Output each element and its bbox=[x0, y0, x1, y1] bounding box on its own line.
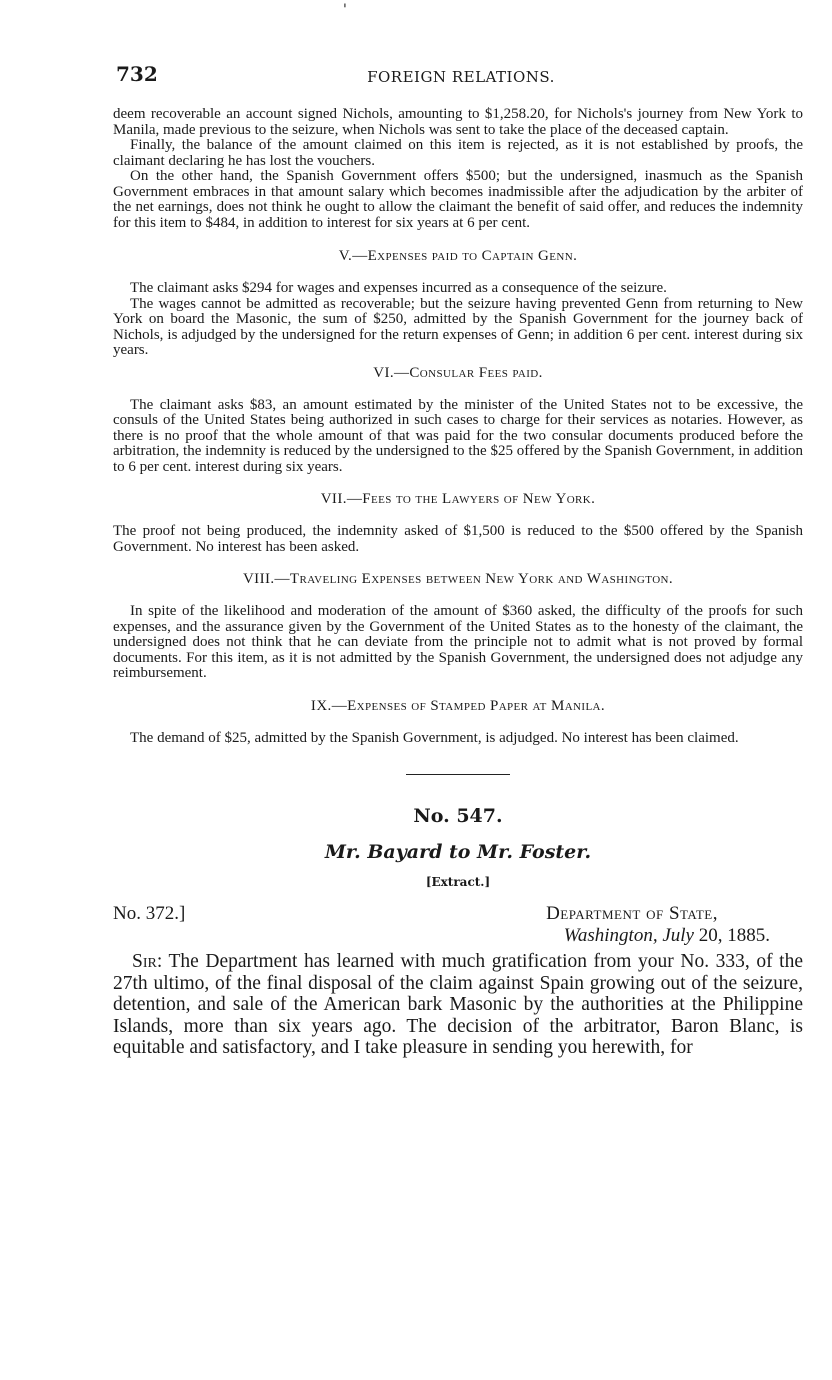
extract-note: [Extract.] bbox=[425, 875, 491, 889]
department-name: Department of State, bbox=[546, 903, 718, 924]
section-numeral: V.— bbox=[338, 248, 368, 264]
section-numeral: VI.— bbox=[373, 364, 410, 381]
section-title: Consular Fees paid. bbox=[409, 364, 543, 381]
document-title: Mr. Bayard to Mr. Foster. bbox=[324, 841, 592, 863]
place: Washington, bbox=[563, 925, 658, 946]
section-heading-viii bbox=[113, 571, 803, 588]
paragraph: In spite of the likelihood and moderation of the amount of $360 asked, the difficulty of the proofs for such expenses, and the assurance given by the Government of the United States as to the honesty of the claimant, the undersigned does not think that he can deviate from the principle not to admit what is not proved by formal documents. For this item, as it is not admitted by the Spanish Government, the undersigned does not adjudge any reimbursement. bbox=[113, 603, 803, 681]
section-heading-ix bbox=[113, 698, 803, 715]
stray-mark: ' bbox=[343, 2, 347, 18]
dispatch-reference: No. 372.] bbox=[113, 903, 186, 924]
letter-body bbox=[113, 951, 803, 1059]
section-heading-v bbox=[113, 248, 803, 265]
section-title: Expenses paid to Captain Genn. bbox=[367, 248, 578, 264]
section-numeral: VIII.— bbox=[242, 571, 290, 587]
page-header bbox=[116, 62, 806, 92]
section-heading-vii bbox=[113, 491, 803, 508]
paragraph: On the other hand, the Spanish Government offers $500; but the undersigned, inasmuch as the Spanish Government embraces in that amount salary which becomes inadmissible after the adjudication by the arbiter of the net earnings, does not think he ought to allow the claimant the benefit of said offer, and reduces the indemnity for this item to $484, in addition to interest for six years at 6 per cent. bbox=[113, 168, 803, 231]
paragraph: deem recoverable an account signed Nichols, amounting to $1,258.20, for Nichols's journey from New York to Manila, made previous to the seizure, when Nichols was sent to take the place of the deceased captain. bbox=[113, 106, 803, 138]
date-rest: 20, 1885. bbox=[698, 925, 770, 946]
salutation: Sir: bbox=[132, 951, 163, 972]
page-body bbox=[113, 107, 803, 1059]
paragraph: The proof not being produced, the indemnity asked of $1,500 is reduced to the $500 offered by the Spanish Government. No interest has been asked. bbox=[113, 523, 803, 555]
section-numeral: IX.— bbox=[310, 697, 348, 714]
date-month: July bbox=[662, 925, 694, 946]
page-number: 732 bbox=[116, 62, 158, 86]
paragraph: The claimant asks $294 for wages and expenses incurred as a consequence of the seizure. bbox=[130, 280, 667, 296]
section-numeral: VII.— bbox=[320, 491, 363, 507]
paragraph: Finally, the balance of the amount claimed on this item is rejected, as it is not established by proofs, the claimant declaring he has lost the vouchers. bbox=[113, 137, 803, 169]
place-date bbox=[564, 925, 770, 947]
paragraph: The demand of $25, admitted by the Spanish Government, is adjudged. No interest has been claimed. bbox=[130, 729, 739, 746]
running-title: FOREIGN RELATIONS. bbox=[367, 68, 555, 86]
letter-text: The Department has learned with much gratification from your No. 333, of the 27th ultimo, of the final disposal of the claim against Spain growing out of the seizure, detention, and sale of the American bark Masonic by the authorities at the Philippine Islands, more than six years ago. The decision of the arbitrator, Baron Blanc, is equitable and satisfactory, and I take pleasure in sending you herewith, for bbox=[113, 951, 803, 1058]
section-heading-vi bbox=[113, 365, 803, 382]
section-title: Expenses of Stamped Paper at Manila. bbox=[347, 697, 606, 714]
section-title: Fees to the Lawyers of New York. bbox=[362, 491, 596, 507]
section-title: Traveling Expenses between New York and Washington. bbox=[289, 571, 674, 587]
paragraph: The wages cannot be admitted as recoverable; but the seizure having prevented Genn from returning to New York on board the Masonic, the sum of $250, admitted by the Spanish Government for the journey back of Nichols, is adjudged by the undersigned for the return expenses of Genn; in addition 6 per cent. interest during six years. bbox=[113, 295, 803, 358]
dateline bbox=[113, 903, 803, 947]
document-number: No. 547. bbox=[413, 805, 503, 827]
paragraph: The claimant asks $83, an amount estimated by the minister of the United States not to be excessive, the consuls of the United States being authorized in such cases to charge for their services as notaries. However, as there is no proof that the whole amount of that was paid for the two consular documents produced before the arbitration, the indemnity is reduced by the undersigned to the $25 offered by the Spanish Government, in addition to 6 per cent. interest during six years. bbox=[113, 396, 803, 475]
